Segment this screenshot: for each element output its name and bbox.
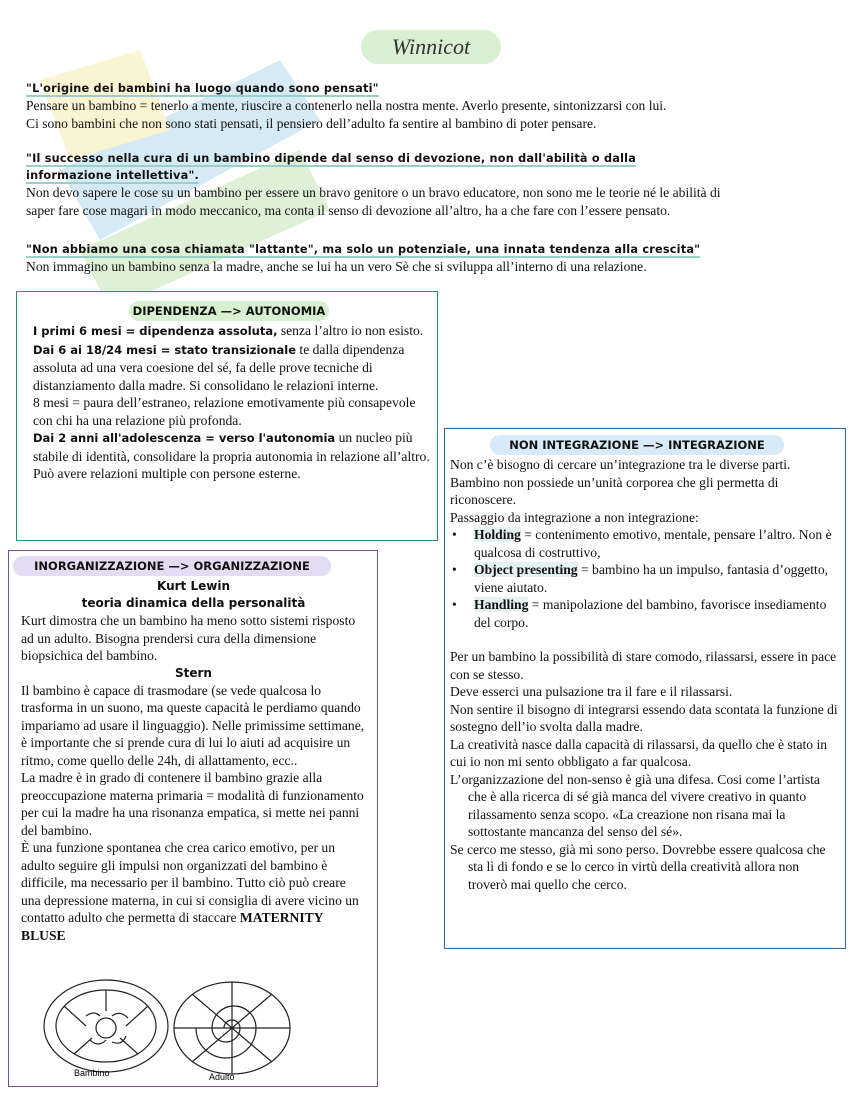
integrazione-p1: Non c’è bisogno di cercare un’integrazione tra le diverse parti. <box>450 457 791 472</box>
integrazione-p5: Deve esserci una pulsazione tra il fare e il rilassarsi. <box>450 684 733 699</box>
dipendenza-p1: I primi 6 mesi = dipendenza assoluta, senza l’altro io non esisto. <box>33 323 424 338</box>
integrazione-p3: Passaggio da integrazione a non integrazione: <box>450 509 699 525</box>
quote-heading-1: "L'origine dei bambini ha luogo quando sono pensati" <box>26 82 379 95</box>
dipendenza-p3: 8 mesi = paura dell’estraneo, relazione emotivamente più consapevole con chi ha una relazione più profonda. <box>33 395 416 428</box>
author-lewin: Kurt Lewin <box>157 579 230 593</box>
personality-diagram <box>34 976 354 1081</box>
integrazione-title: NON INTEGRAZIONE —> INTEGRAZIONE <box>490 435 784 455</box>
lewin-subtitle: teoria dinamica della personalità <box>81 596 306 610</box>
quote-text-3: Non immagino un bambino senza la madre, anche se lui ha un vero Sè che si sviluppa all’interno di una relazione. <box>26 259 647 274</box>
integrazione-p8: L’organizzazione del non-senso è già una difesa. Cosi come l’artista che è alla ricerca di sé già manca del vivere creativo in quanto rilassamento senza scopo. «La creazione non risana mai la sottostante mancanza del senso del sé». <box>450 771 820 839</box>
author-stern: Stern <box>175 665 212 680</box>
list-item-object-presenting: • Object presenting = bambino ha un impulso, fantasia d’oggetto, viene aiutato. <box>450 561 840 596</box>
quote-text-2a: Non devo sapere le cose su un bambino per essere un bravo genitore o un bravo educatore, non sono me le teorie né le abilità di <box>26 185 721 200</box>
stern-text-1: Il bambino è capace di trasmodare (se vede qualcosa lo trasforma in un suono, ma queste capacità le perdiamo quando impariamo ad usare il linguaggio). Nelle primissime settimane, è importante che si prende cura di lui lo aiuti ad acquisire un ritmo, come quello delle 24h, di allattamento, ecc.. <box>21 682 365 768</box>
quote-text-2b: saper fare cose magari in modo meccanico, ma conta il senso di devozione all’altro, ha a che fare con l’essere pensato. <box>26 202 671 218</box>
list-item-handling: • Handling = manipolazione del bambino, favorisce insediamento del corpo. <box>450 596 840 631</box>
page-title: Winnicot <box>361 30 501 64</box>
integrazione-box <box>444 428 846 949</box>
integrazione-p7: La creatività nasce dalla capacità di rilassarsi, da quello che è stato in cui io non mi sento obbligato a far qualcosa. <box>450 736 828 769</box>
integrazione-p2: Bambino non possiede un’unità corporea che gli permetta di riconoscere. <box>450 474 779 507</box>
dipendenza-box <box>16 291 438 541</box>
integrazione-p4: Per un bambino la possibilità di stare comodo, rilassarsi, essere in pace con se stesso. <box>450 649 837 682</box>
quote-heading-2: "Il successo nella cura di un bambino dipende dal senso di devozione, non dall'abilità o dalla <box>26 152 637 165</box>
integrazione-list <box>450 526 840 631</box>
quote-text-1a: Pensare un bambino = tenerlo a mente, riuscire a contenerlo nella nostra mente. Averlo presente, sintonizzarsi con lui. <box>26 98 667 113</box>
quote-heading-3: "Non abbiamo una cosa chiamata "lattante", ma solo un potenziale, una innata tendenza alla crescita" <box>26 243 701 256</box>
quote-section-1 <box>26 80 836 132</box>
quote-heading-2b: informazione intellettiva". <box>26 169 200 182</box>
stern-text-2: La madre è in grado di contenere il bambino grazie alla preoccupazione materna primaria = modalità di funzionamento per cui la madre ha una risonanza empatica, si mette nei panni del bambino. <box>21 770 364 838</box>
quote-section-2 <box>26 150 841 219</box>
lewin-text: Kurt dimostra che un bambino ha meno sotto sistemi risposto ad un adulto. Bisogna prendersi cura della dimensione biopsichica del bambino. <box>21 613 356 663</box>
dipendenza-p2: Dai 6 ai 18/24 mesi = stato transizionale te dalla dipendenza assoluta ad una vera coesione del sé, fa delle prove tecniche di distanziamento dalla madre. Si consolidano le relazioni interne. <box>33 341 405 393</box>
integrazione-p9: Se cerco me stesso, già mi sono perso. Dovrebbe essere qualcosa che sta lì di fondo e se lo cerco in virtù della creatività allora non troverò mai quello che cerco. <box>450 841 826 892</box>
stern-text-3: È una funzione spontanea che crea carico emotivo, per un adulto seguire gli impulsi non organizzati del bambino è difficile, ma necessario per il bambino. Tutto ciò può creare una depressione materna, in cui si consiglia di avere vicino un contatto adulto che permetta di staccare MATERNITY BLUSE <box>21 840 359 943</box>
inorganizzazione-box <box>8 550 378 1087</box>
caption-adulto: Adulto <box>209 1072 235 1081</box>
list-item-holding: • Holding = contenimento emotivo, mentale, pensare l’altro. Non è qualcosa di costruttivo, <box>450 526 840 561</box>
quote-section-3 <box>26 241 841 276</box>
quote-text-1b: Ci sono bambini che non sono stati pensati, il pensiero dell’adulto fa sentire al bambino di poter pensare. <box>26 115 597 131</box>
inorganizzazione-title: INORGANIZZAZIONE —> ORGANIZZAZIONE <box>13 556 331 576</box>
dipendenza-title: DIPENDENZA —> AUTONOMIA <box>129 301 329 321</box>
dipendenza-p4: Dai 2 anni all'adolescenza = verso l'autonomia un nucleo più stabile di identità, consolidare la propria autonomia in relazione all’altro. Può avere relazioni multiple con persone esterne. <box>33 430 430 481</box>
integrazione-p6: Non sentire il bisogno di integrarsi essendo data scontata la funzione di sostegno dell’io svolta dalla madre. <box>450 701 838 734</box>
caption-bambino: Bambino <box>74 1068 110 1078</box>
